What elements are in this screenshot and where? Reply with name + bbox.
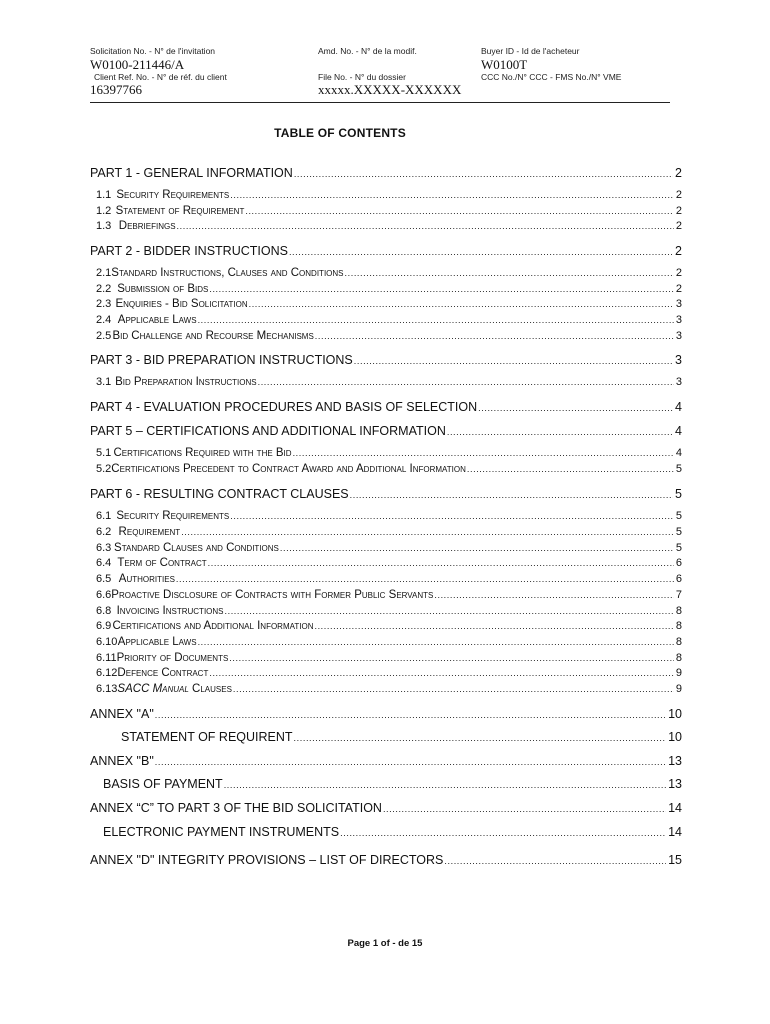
toc-dot-leader <box>229 652 674 664</box>
file-number-label: File No. - N° du dossier <box>318 72 406 82</box>
solicitation-number-value: W0100-211446/A <box>90 57 185 72</box>
toc-entry-page: 2 <box>675 166 682 180</box>
toc-entry-page: 3 <box>675 298 682 310</box>
toc-dot-leader <box>225 605 674 617</box>
toc-entry-page: 2 <box>675 189 682 201</box>
toc-dot-leader <box>447 424 673 438</box>
toc-entry-page: 10 <box>668 707 682 721</box>
toc-entry-number: 6.10 <box>96 636 118 648</box>
toc-entry-number: 6.11 <box>96 652 117 664</box>
toc-entry-title: ANNEX "D" INTEGRITY PROVISIONS – LIST OF DIRECTORS <box>90 853 444 867</box>
toc-dot-leader <box>444 853 666 867</box>
toc-entry-number: 6.1 <box>96 510 112 522</box>
toc-entry-page: 14 <box>668 825 682 839</box>
toc-entry-title: Defence Contract <box>117 667 209 679</box>
toc-entry-page: 2 <box>675 220 682 232</box>
toc-entry-title: Applicable Laws <box>117 636 197 648</box>
toc-heading[interactable] <box>90 754 682 768</box>
toc-entry-page: 2 <box>675 283 682 295</box>
toc-dot-leader <box>354 353 673 367</box>
toc-entry[interactable] <box>90 683 682 695</box>
toc-entry-page: 5 <box>675 463 682 475</box>
toc-entry-page: 2 <box>675 267 682 279</box>
toc-entry-page: 8 <box>675 636 682 648</box>
toc-entry-title: Term of Contract <box>117 557 207 569</box>
toc-dot-leader <box>350 487 673 501</box>
toc-dot-leader <box>245 205 674 217</box>
toc-dot-leader <box>224 777 666 791</box>
toc-entry-number: 2.2 <box>96 283 112 295</box>
toc-dot-leader <box>198 636 674 648</box>
toc-entry-page: 9 <box>675 683 682 695</box>
toc-entry[interactable] <box>90 447 682 459</box>
solicitation-number-label: Solicitation No. - N° de l'invitation <box>90 46 216 56</box>
toc-entry[interactable] <box>90 205 682 217</box>
toc-heading[interactable] <box>90 353 682 367</box>
toc-entry-number: 2.1 <box>96 267 112 279</box>
toc-entry-page: 3 <box>675 330 682 342</box>
toc-dot-leader <box>155 707 666 721</box>
toc-heading[interactable] <box>90 244 682 258</box>
toc-heading[interactable] <box>90 801 682 815</box>
toc-entry-page: 8 <box>675 605 682 617</box>
toc-entry-page: 14 <box>668 801 682 815</box>
toc-entry-title: Requirement <box>118 526 181 538</box>
toc-entry[interactable] <box>90 376 682 388</box>
toc-entry-title: SACC Manual Clauses <box>117 683 232 695</box>
toc-entry-number: 6.12 <box>96 667 118 679</box>
toc-entry-title: PART 1 - GENERAL INFORMATION <box>90 166 293 180</box>
toc-entry-title: PART 2 - BIDDER INSTRUCTIONS <box>90 244 288 258</box>
toc-dot-leader <box>181 526 674 538</box>
toc-dot-leader <box>289 244 673 258</box>
toc-entry-title: Debriefings <box>118 220 176 232</box>
toc-dot-leader <box>177 220 674 232</box>
toc-entry-title: Submission of Bids <box>117 283 209 295</box>
toc-heading[interactable] <box>90 487 682 501</box>
toc-heading[interactable] <box>90 853 682 867</box>
toc-entry-number: 2.4 <box>96 314 112 326</box>
toc-entry-title: Certifications Required with the Bid <box>113 447 292 459</box>
toc-entry-number: 5.2 <box>96 463 112 475</box>
toc-entry[interactable] <box>90 283 682 295</box>
toc-entry-title: Applicable Laws <box>117 314 197 326</box>
toc-entry-page: 5 <box>675 487 682 501</box>
toc-entry-title: Certifications and Additional Information <box>112 620 314 632</box>
toc-dot-leader <box>280 542 674 554</box>
toc-dot-leader <box>314 620 673 632</box>
toc-entry-page: 15 <box>668 853 682 867</box>
toc-entry-title: Bid Preparation Instructions <box>115 376 257 388</box>
toc-entry[interactable] <box>90 620 682 632</box>
toc-entry-page: 5 <box>675 526 682 538</box>
toc-entry-title: Enquiries - Bid Solicitation <box>115 298 248 310</box>
toc-heading[interactable] <box>90 707 682 721</box>
toc-entry[interactable] <box>90 298 682 310</box>
buyer-id-value: W0100T <box>481 57 528 72</box>
toc-entry[interactable] <box>90 267 682 279</box>
toc-entry-title: Standard Clauses and Conditions <box>114 542 279 554</box>
toc-dot-leader <box>249 298 674 310</box>
toc-entry-title: Priority of Documents <box>116 652 229 664</box>
toc-dot-leader <box>345 267 674 279</box>
toc-entry-page: 5 <box>675 510 682 522</box>
toc-entry-page: 7 <box>675 589 682 601</box>
client-ref-value: 16397766 <box>90 82 142 97</box>
toc-entry-number: 6.8 <box>96 605 112 617</box>
toc-entry-number: 2.3 <box>96 298 112 310</box>
toc-dot-leader <box>233 683 674 695</box>
toc-entry-page: 3 <box>675 314 682 326</box>
toc-entry-number: 1.1 <box>96 189 112 201</box>
toc-entry-number: 5.1 <box>96 447 112 459</box>
toc-entry-page: 13 <box>668 754 682 768</box>
toc-title: TABLE OF CONTENTS <box>274 126 406 140</box>
toc-entry[interactable] <box>90 573 682 585</box>
toc-dot-leader <box>340 825 666 839</box>
toc-entry[interactable] <box>90 526 682 538</box>
toc-entry-title: Bid Challenge and Recourse Mechanisms <box>112 330 314 342</box>
toc-entry-title: PART 5 – CERTIFICATIONS AND ADDITIONAL INFORMATION <box>90 424 446 438</box>
toc-entry-page: 13 <box>668 777 682 791</box>
toc-entry-number: 1.3 <box>96 220 112 232</box>
toc-entry-page: 2 <box>675 205 682 217</box>
toc-dot-leader <box>478 400 673 414</box>
toc-entry[interactable] <box>90 314 682 326</box>
toc-entry-page: 6 <box>675 573 682 585</box>
toc-entry[interactable] <box>90 220 682 232</box>
toc-entry-page: 3 <box>675 353 682 367</box>
toc-heading[interactable] <box>90 424 682 438</box>
toc-dot-leader <box>230 189 674 201</box>
toc-dot-leader <box>209 667 674 679</box>
buyer-id-label: Buyer ID - Id de l'acheteur <box>481 46 580 56</box>
toc-dot-leader <box>294 730 667 744</box>
toc-entry-title: Security Requirements <box>116 189 230 201</box>
toc-entry-title: Statement of Requirement <box>115 205 245 217</box>
toc-entry-page: 4 <box>675 400 682 414</box>
toc-entry-page: 10 <box>668 730 682 744</box>
toc-dot-leader <box>258 376 674 388</box>
toc-entry-title: PART 6 - RESULTING CONTRACT CLAUSES <box>90 487 349 501</box>
toc-entry-page: 9 <box>675 667 682 679</box>
toc-entry-title: STATEMENT OF REQUIRENT <box>121 730 293 744</box>
toc-entry[interactable] <box>90 636 682 648</box>
toc-entry[interactable] <box>90 330 682 342</box>
toc-dot-leader <box>209 283 674 295</box>
toc-entry[interactable] <box>90 605 682 617</box>
toc-entry-page: 3 <box>675 376 682 388</box>
toc-dot-leader <box>315 330 674 342</box>
page-footer: Page 1 of - de 15 <box>347 938 423 949</box>
toc-heading[interactable] <box>90 166 682 180</box>
toc-entry-title: Invoicing Instructions <box>116 605 224 617</box>
toc-entry-number: 6.5 <box>96 573 112 585</box>
toc-entry[interactable] <box>90 510 682 522</box>
client-ref-label: Client Ref. No. - N° de réf. du client <box>94 72 227 82</box>
ccc-number-label: CCC No./N° CCC - FMS No./N° VME <box>481 72 622 82</box>
toc-entry-number: 6.13 <box>96 683 118 695</box>
toc-entry[interactable] <box>90 542 682 554</box>
toc-entry[interactable] <box>90 667 682 679</box>
toc-heading[interactable] <box>90 400 682 414</box>
toc-dot-leader <box>198 314 674 326</box>
amendment-number-label: Amd. No. - N° de la modif. <box>318 46 417 56</box>
toc-dot-leader <box>434 589 674 601</box>
toc-entry[interactable] <box>90 463 682 475</box>
toc-entry-page: 5 <box>675 542 682 554</box>
toc-entry-title: ANNEX “C” TO PART 3 OF THE BID SOLICITATION <box>90 801 382 815</box>
toc-entry-number: 6.2 <box>96 526 112 538</box>
toc-heading[interactable] <box>90 825 682 839</box>
toc-entry-title: Proactive Disclosure of Contracts with Former Public Servants <box>111 589 434 601</box>
toc-dot-leader <box>293 447 674 459</box>
toc-entry-number: 6.6 <box>96 589 112 601</box>
toc-entry-number: 6.4 <box>96 557 112 569</box>
toc-entry-title: Certifications Precedent to Contract Award and Additional Information <box>111 463 466 475</box>
toc-entry-title: BASIS OF PAYMENT <box>103 777 223 791</box>
toc-entry-page: 6 <box>675 557 682 569</box>
toc-entry-number: 3.1 <box>96 376 112 388</box>
toc-entry-title: PART 3 - BID PREPARATION INSTRUCTIONS <box>90 353 353 367</box>
toc-entry-page: 4 <box>675 424 682 438</box>
toc-heading[interactable] <box>90 777 682 791</box>
toc-entry-title: Authorities <box>118 573 175 585</box>
header-divider <box>90 102 670 103</box>
toc-entry-title: Security Requirements <box>116 510 230 522</box>
toc-entry-page: 8 <box>675 652 682 664</box>
toc-entry-title: ELECTRONIC PAYMENT INSTRUMENTS <box>103 825 340 839</box>
toc-entry[interactable] <box>90 557 682 569</box>
toc-entry-number: 1.2 <box>96 205 112 217</box>
toc-entry-page: 8 <box>675 620 682 632</box>
toc-entry[interactable] <box>90 589 682 601</box>
toc-dot-leader <box>467 463 674 475</box>
toc-dot-leader <box>176 573 674 585</box>
toc-dot-leader <box>155 754 666 768</box>
toc-entry-number: 6.3 <box>96 542 112 554</box>
toc-dot-leader <box>208 557 674 569</box>
toc-entry-title: ANNEX "B" <box>90 754 154 768</box>
file-number-value: xxxxx.XXXXX-XXXXXX <box>318 82 462 97</box>
toc-entry-title: PART 4 - EVALUATION PROCEDURES AND BASIS OF SELECTION <box>90 400 478 414</box>
toc-heading[interactable] <box>90 730 682 744</box>
toc-entry-number: 2.5 <box>96 330 112 342</box>
toc-entry[interactable] <box>90 189 682 201</box>
toc-entry-title: ANNEX "A" <box>90 707 154 721</box>
toc-dot-leader <box>383 801 666 815</box>
toc-entry-title: Standard Instructions, Clauses and Conditions <box>111 267 344 279</box>
toc-entry-number: 6.9 <box>96 620 112 632</box>
toc-entry[interactable] <box>90 652 682 664</box>
toc-entry-page: 4 <box>675 447 682 459</box>
toc-dot-leader <box>294 166 673 180</box>
toc-entry-page: 2 <box>675 244 682 258</box>
toc-dot-leader <box>230 510 674 522</box>
toc-entry-title-italic: SACC Manual <box>117 683 189 695</box>
